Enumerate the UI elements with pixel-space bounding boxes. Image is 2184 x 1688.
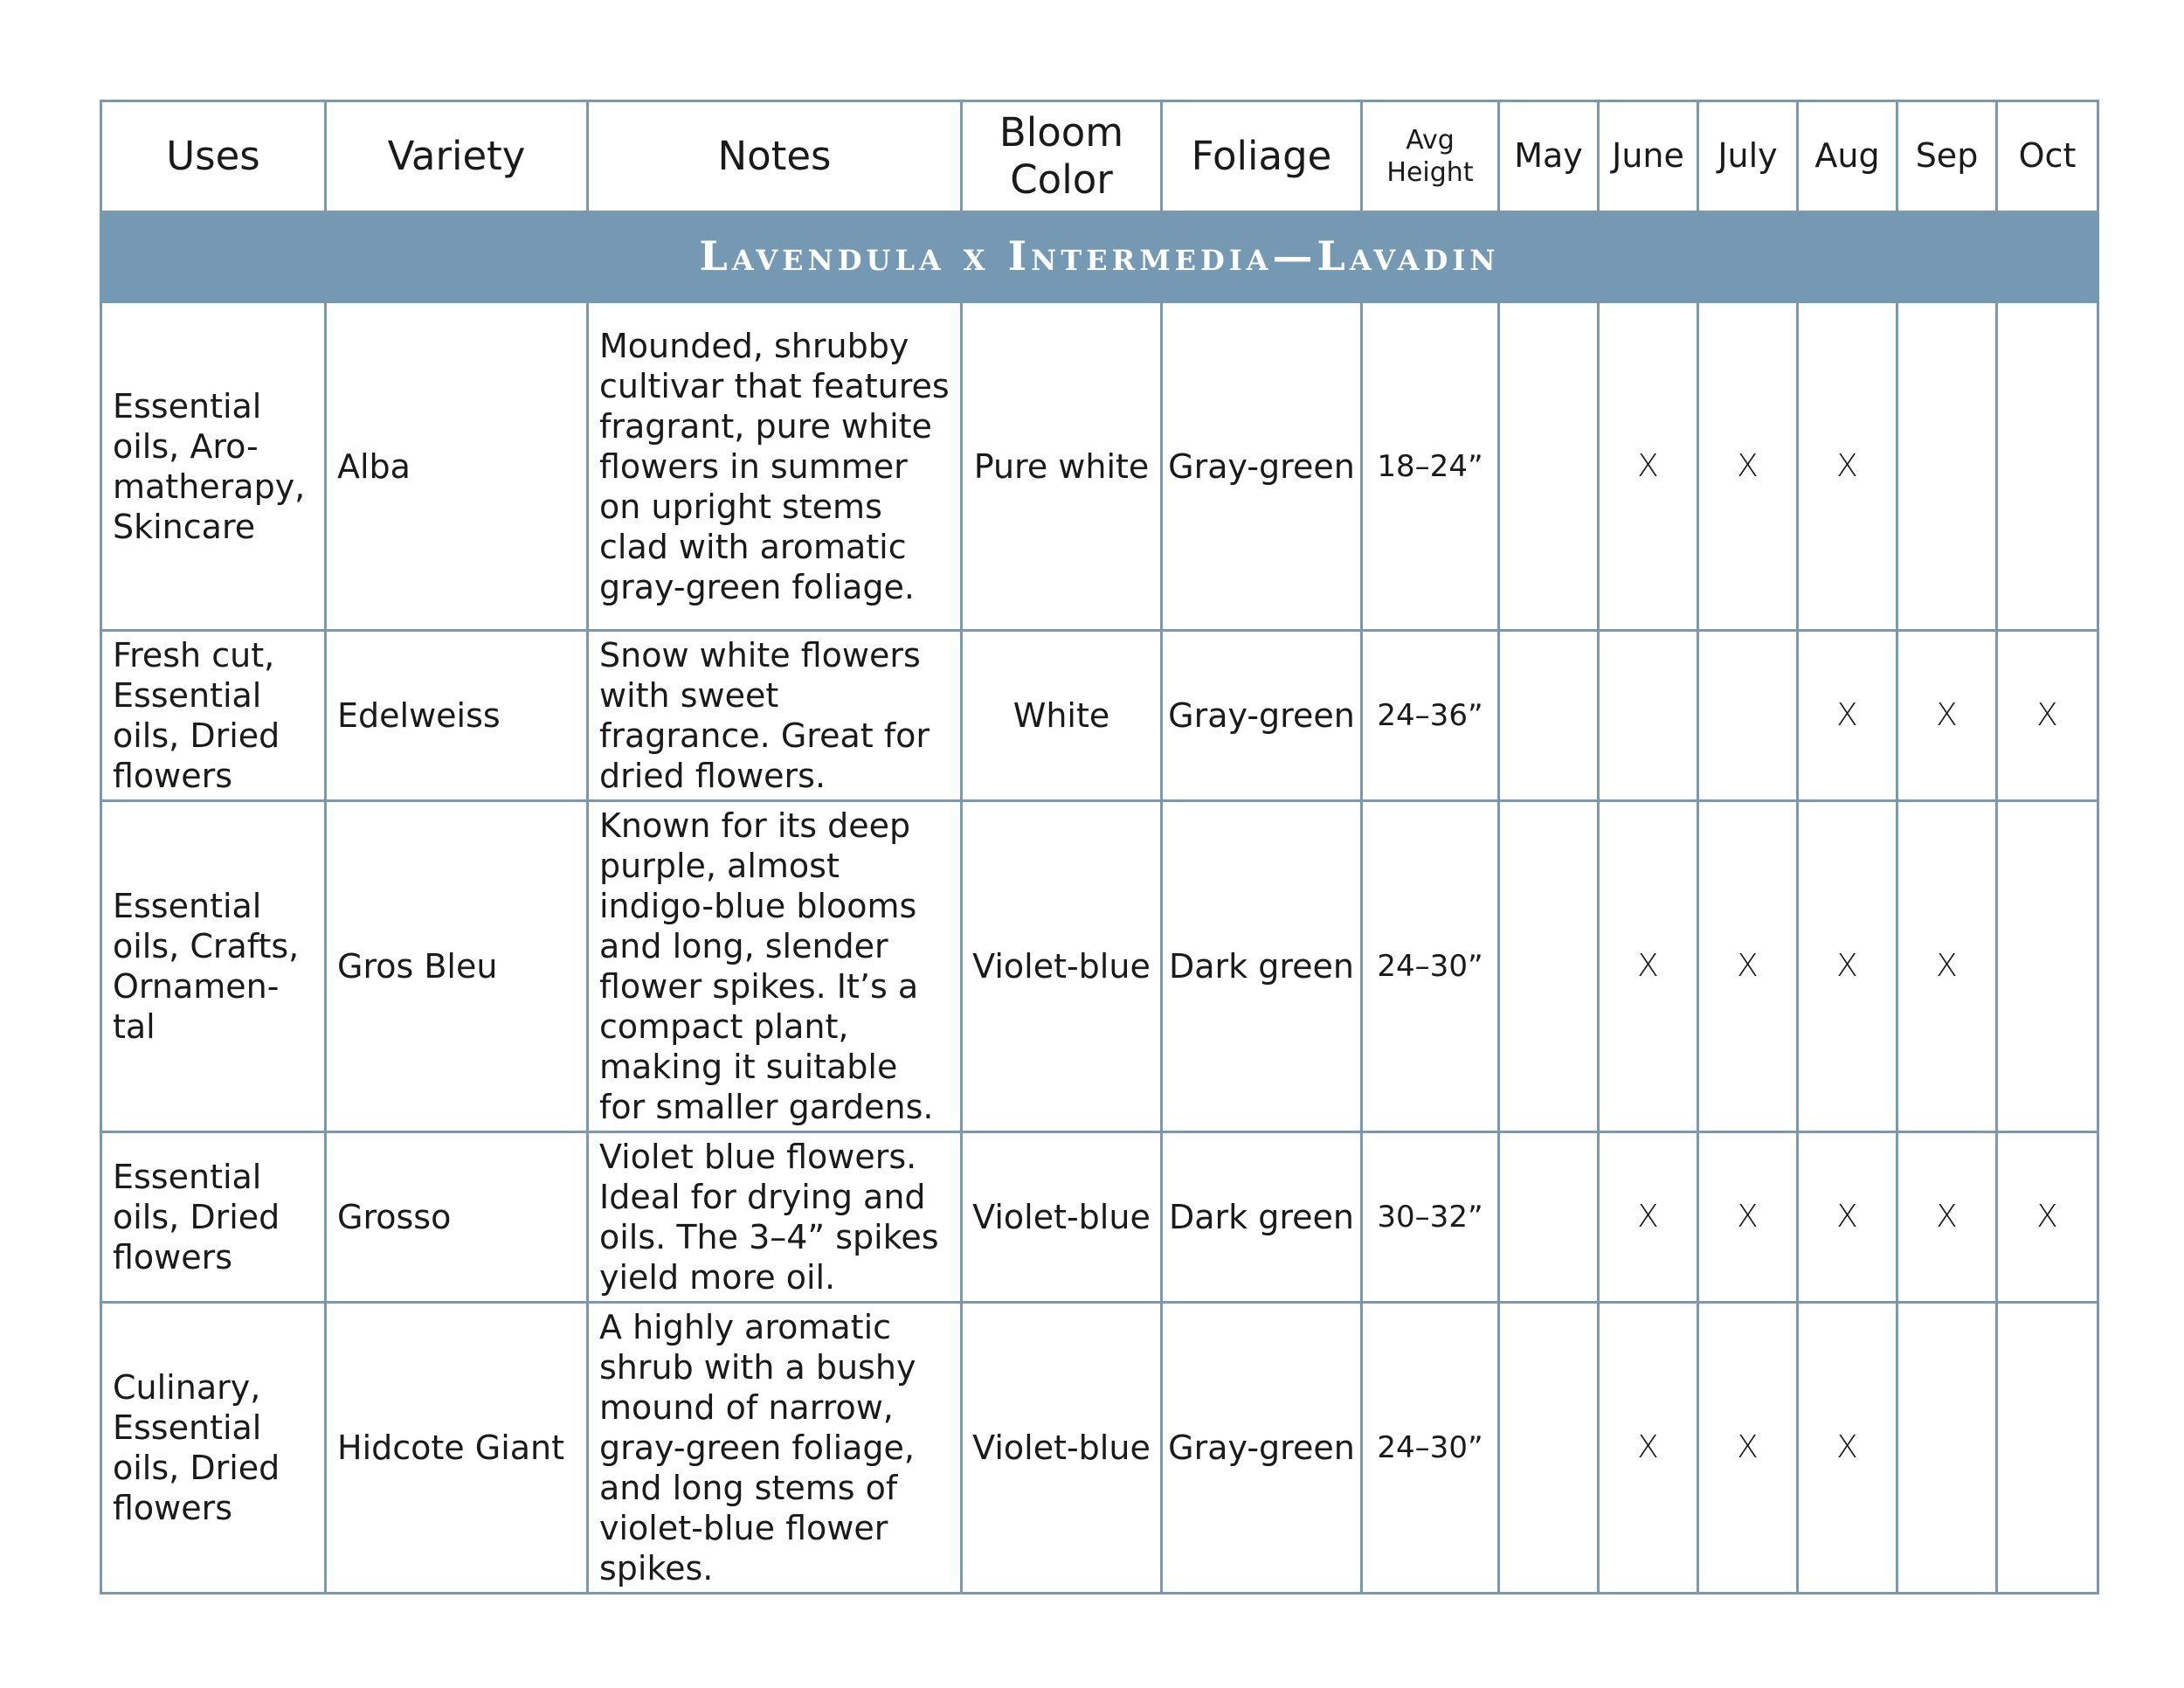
cell-bloom-color: Violet-blue: [962, 1132, 1162, 1303]
cell-foliage: Dark green: [1162, 1132, 1362, 1303]
cell-june: X: [1599, 1132, 1698, 1303]
cell-bloom-color: Pure white: [962, 302, 1162, 631]
cell-oct: [1997, 302, 2098, 631]
cell-variety: Edelweiss: [326, 631, 588, 801]
cell-avg-height: 24–30”: [1362, 1303, 1499, 1594]
table-row: [101, 801, 2098, 1132]
cell-july: [1698, 631, 1798, 801]
cell-may: [1499, 801, 1599, 1132]
cell-variety: Grosso: [326, 1132, 588, 1303]
cell-bloom-color: Violet-blue: [962, 1303, 1162, 1594]
cell-july: X: [1698, 1132, 1798, 1303]
cell-july: X: [1698, 1303, 1798, 1594]
group-header-cell: [101, 212, 2098, 302]
header-month-aug: Aug: [1798, 101, 1897, 212]
cell-sep: X: [1897, 631, 1997, 801]
cell-june: X: [1599, 1303, 1698, 1594]
cell-aug: X: [1798, 801, 1897, 1132]
cell-notes: Snow white flowers with sweet fragrance. Great for dried flowers.: [588, 631, 962, 801]
cell-may: [1499, 302, 1599, 631]
cell-oct: X: [1997, 1132, 2098, 1303]
header-height-line2: Height: [1386, 157, 1474, 188]
table-row: [101, 1303, 2098, 1594]
header-row: [101, 101, 2098, 212]
cell-uses: Essential oils, Crafts, Ornamen-tal: [101, 801, 326, 1132]
cell-june: X: [1599, 302, 1698, 631]
cell-notes: Mounded, shrubby cultivar that features fragrant, pure white flowers in summer on upright stems clad with aromatic gray-green foliage.: [588, 302, 962, 631]
cell-avg-height: 18–24”: [1362, 302, 1499, 631]
cell-avg-height: 30–32”: [1362, 1132, 1499, 1303]
cell-june: [1599, 631, 1698, 801]
cell-aug: X: [1798, 1303, 1897, 1594]
cell-notes: Known for its deep purple, almost indigo-blue blooms and long, slender flower spikes. It’s a compact plant, making it suitable for smaller gardens.: [588, 801, 962, 1132]
cell-sep: X: [1897, 801, 1997, 1132]
cell-uses: Fresh cut, Essential oils, Dried flowers: [101, 631, 326, 801]
header-uses: Uses: [101, 101, 326, 212]
header-bloom-line1: Bloom: [999, 109, 1124, 156]
header-month-sep: Sep: [1897, 101, 1997, 212]
cell-foliage: Dark green: [1162, 801, 1362, 1132]
cell-june: X: [1599, 801, 1698, 1132]
header-bloom-line2: Color: [1010, 156, 1113, 203]
cell-aug: X: [1798, 631, 1897, 801]
header-variety: Variety: [326, 101, 588, 212]
header-month-june: June: [1599, 101, 1698, 212]
cell-variety: Gros Bleu: [326, 801, 588, 1132]
group-title: Lavendula x Intermedia—Lavadin: [699, 232, 1500, 280]
cell-july: X: [1698, 302, 1798, 631]
cell-july: X: [1698, 801, 1798, 1132]
cell-may: [1499, 1132, 1599, 1303]
cell-oct: [1997, 801, 2098, 1132]
cell-aug: X: [1798, 302, 1897, 631]
cell-foliage: Gray-green: [1162, 302, 1362, 631]
header-notes: Notes: [588, 101, 962, 212]
header-height-line1: Avg: [1406, 124, 1455, 156]
cell-foliage: Gray-green: [1162, 1303, 1362, 1594]
group-header-row: [101, 212, 2098, 302]
cell-may: [1499, 1303, 1599, 1594]
header-avg-height: [1362, 101, 1499, 212]
cell-uses: Culinary, Essential oils, Dried flowers: [101, 1303, 326, 1594]
cell-notes: A highly aromatic shrub with a bushy mound of narrow, gray-green foliage, and long stems of violet-blue flower spikes.: [588, 1303, 962, 1594]
header-month-may: May: [1499, 101, 1599, 212]
cell-oct: X: [1997, 631, 2098, 801]
table-row: [101, 631, 2098, 801]
cell-variety: Hidcote Giant: [326, 1303, 588, 1594]
cell-variety: Alba: [326, 302, 588, 631]
cell-avg-height: 24–36”: [1362, 631, 1499, 801]
table-row: [101, 302, 2098, 631]
cell-aug: X: [1798, 1132, 1897, 1303]
cell-avg-height: 24–30”: [1362, 801, 1499, 1132]
cell-sep: X: [1897, 1132, 1997, 1303]
cell-sep: [1897, 1303, 1997, 1594]
cell-notes: Violet blue flowers. Ideal for drying and oils. The 3–4” spikes yield more oil.: [588, 1132, 962, 1303]
cell-oct: [1997, 1303, 2098, 1594]
header-month-oct: Oct: [1997, 101, 2098, 212]
cell-foliage: Gray-green: [1162, 631, 1362, 801]
header-bloom-color: [962, 101, 1162, 212]
cell-uses: Essential oils, Aro-matherapy, Skincare: [101, 302, 326, 631]
cell-bloom-color: White: [962, 631, 1162, 801]
cell-may: [1499, 631, 1599, 801]
cell-sep: [1897, 302, 1997, 631]
cell-uses: Essential oils, Dried flowers: [101, 1132, 326, 1303]
variety-table: [100, 100, 2099, 1595]
lavender-variety-table: [100, 100, 2097, 1595]
cell-bloom-color: Violet-blue: [962, 801, 1162, 1132]
header-foliage: Foliage: [1162, 101, 1362, 212]
header-month-july: July: [1698, 101, 1798, 212]
table-row: [101, 1132, 2098, 1303]
